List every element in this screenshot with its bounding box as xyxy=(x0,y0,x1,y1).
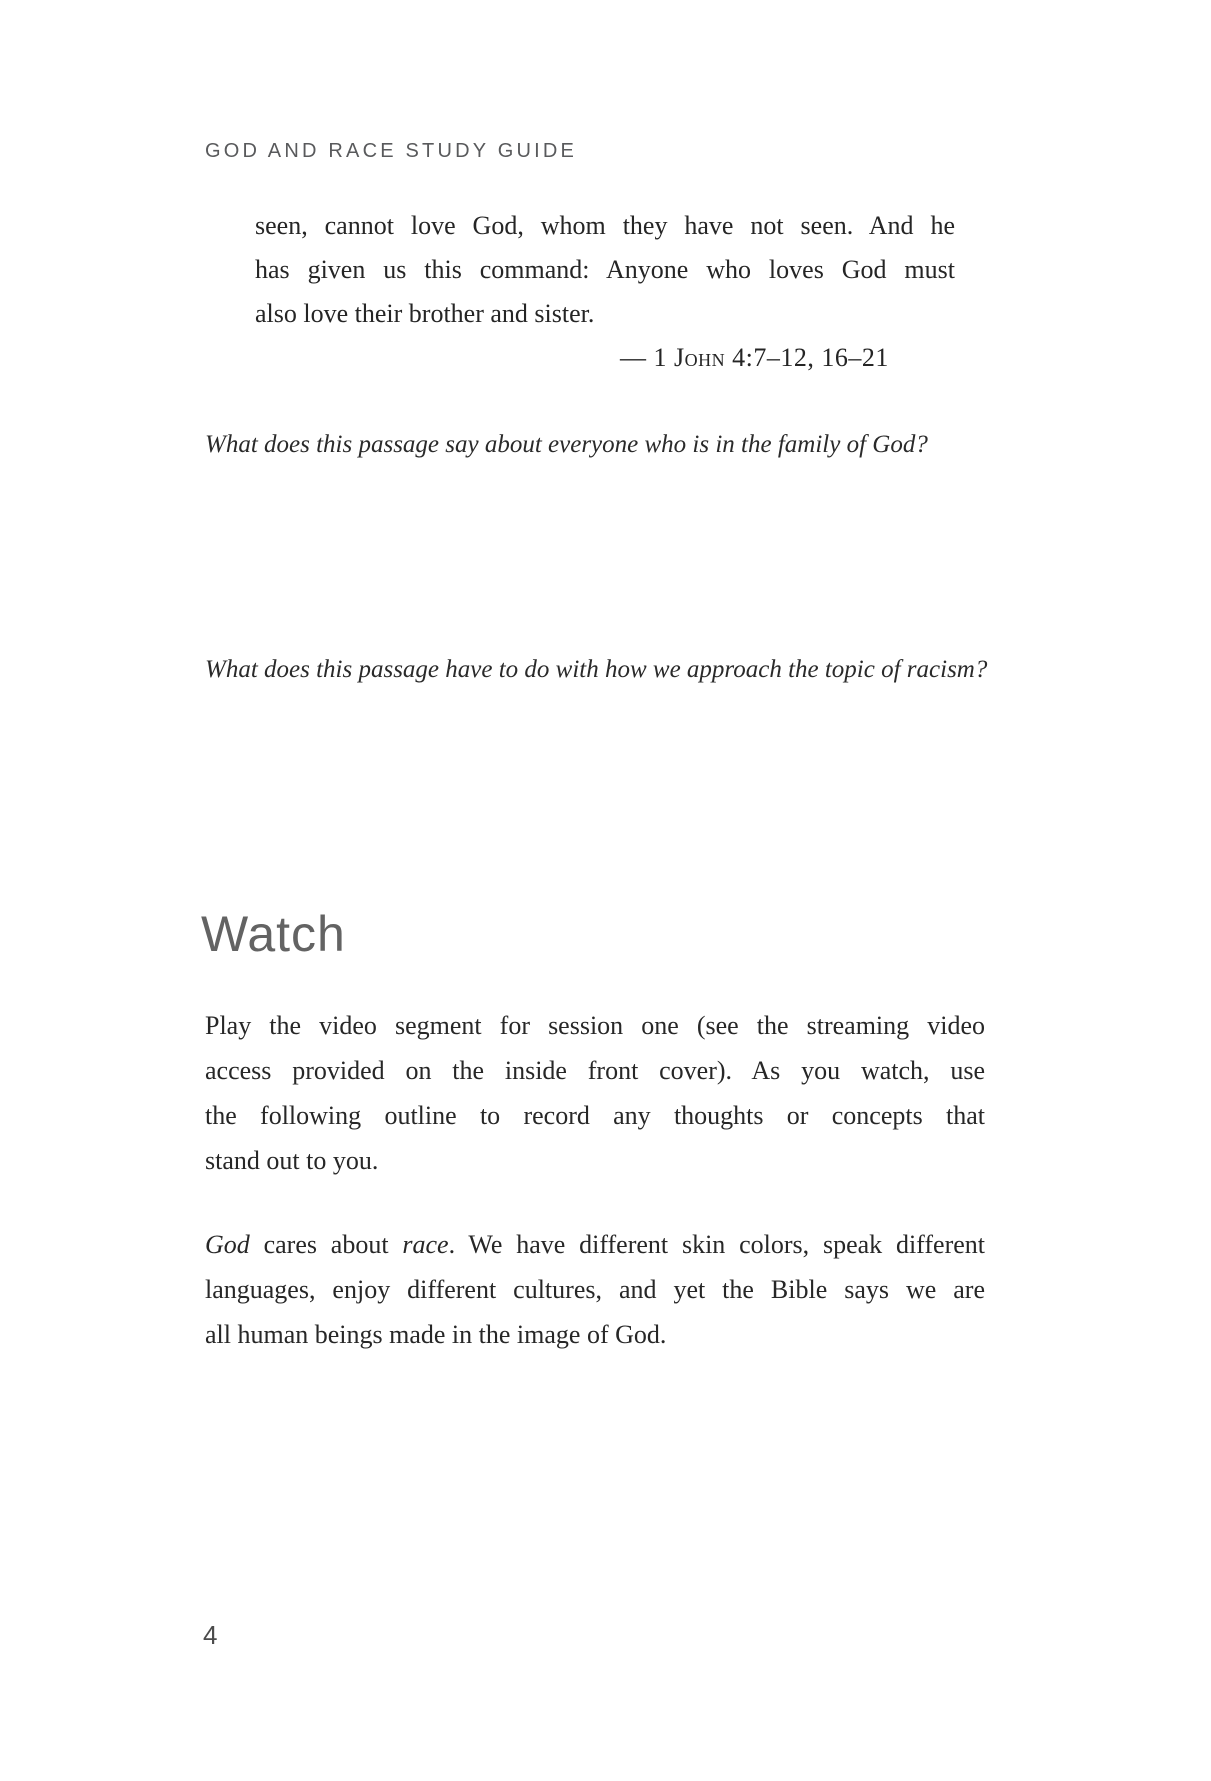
scripture-quote xyxy=(255,204,955,336)
scripture-quote-line: also love their brother and sister. xyxy=(255,299,595,328)
paragraph-line: God cares about race. We have different skin colors, speak different xyxy=(205,1230,985,1259)
paragraph-line: Play the video segment for session one (see the streaming video xyxy=(205,1011,985,1040)
italic-term: race xyxy=(402,1230,449,1259)
italic-term: God xyxy=(205,1230,250,1259)
running-header: GOD AND RACE STUDY GUIDE xyxy=(205,140,578,162)
watch-section-heading: Watch xyxy=(201,906,346,962)
watch-intro-paragraph xyxy=(205,1003,985,1183)
paragraph-line: access provided on the inside front cover). As you watch, use xyxy=(205,1056,985,1085)
paragraph-line: all human beings made in the image of God. xyxy=(205,1320,667,1349)
attribution-verse-reference: 4:7–12, 16–21 xyxy=(725,343,889,372)
paragraph-line: languages, enjoy different cultures, and yet the Bible says we are xyxy=(205,1275,985,1304)
paragraph-line: stand out to you. xyxy=(205,1146,379,1175)
attribution-book-name: John xyxy=(674,343,726,372)
scripture-quote-line: has given us this command: Anyone who loves God must xyxy=(255,255,955,284)
reflection-question-2: What does this passage have to do with how we approach the topic of racism? xyxy=(205,656,988,683)
paragraph-line: the following outline to record any thoughts or concepts that xyxy=(205,1101,985,1130)
scripture-quote-line: seen, cannot love God, whom they have not seen. And he xyxy=(255,211,955,240)
watch-outline-paragraph xyxy=(205,1222,985,1357)
scripture-attribution xyxy=(620,343,889,373)
page-number: 4 xyxy=(203,1620,218,1650)
attribution-prefix: — 1 xyxy=(620,343,674,372)
reflection-question-1: What does this passage say about everyone who is in the family of God? xyxy=(205,431,928,458)
